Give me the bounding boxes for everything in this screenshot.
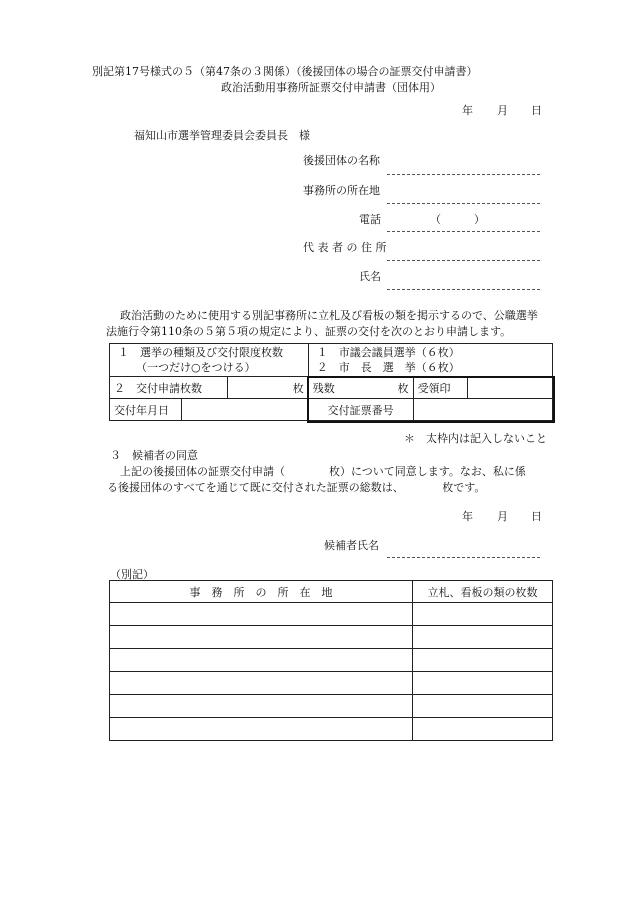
group-name-line[interactable] <box>387 174 540 175</box>
form-reference: 別記第17号様式の５（第47条の３関係）（後援団体の場合の証票交付申請書） <box>92 65 478 78</box>
appendix-address-cell[interactable] <box>110 718 413 741</box>
appendix-count-cell[interactable] <box>413 718 553 741</box>
body-text-line1: 政治活動のために使用する別記事務所に立札及び看板の類を掲示するので、公職選挙 <box>120 309 538 322</box>
appendix-address-cell[interactable] <box>110 649 413 672</box>
date-day-label: 日 <box>531 104 542 117</box>
certificate-number-field <box>413 399 552 421</box>
appendix-count-cell[interactable] <box>413 649 553 672</box>
election-option-2[interactable]: ２ 市 長 選 挙（６枚） <box>316 361 460 374</box>
date-year-label: 年 <box>462 104 473 117</box>
body-text-line2: 法施行令第110条の５第５項の規定により、証票の交付を次のとおり申請します。 <box>106 325 512 338</box>
consent-date-day: 日 <box>531 510 542 523</box>
receipt-stamp-field <box>468 377 553 399</box>
consent-text-line2: る後援団体のすべてを通じて既に交付された証票の総数は、 枚です。 <box>107 481 486 494</box>
election-type-label: １ 選挙の種類及び交付限度枚数 <box>118 346 283 359</box>
election-type-cell <box>110 344 309 377</box>
office-address-label: 事務所の所在地 <box>303 184 380 197</box>
application-table <box>109 343 553 421</box>
election-options-cell[interactable] <box>308 344 552 377</box>
appendix-col-address: 事 務 所 の 所 在 地 <box>110 581 413 603</box>
rep-address-label: 代 表 者 の 住 所 <box>303 241 387 254</box>
candidate-name-label: 候補者氏名 <box>324 539 379 552</box>
issue-date-label: 交付年月日 <box>110 399 182 421</box>
office-address-line[interactable] <box>387 203 540 204</box>
appendix-address-cell[interactable] <box>110 672 413 695</box>
office-use-note: ＊ 太枠内は記入しないこと <box>404 432 547 445</box>
appendix-count-cell[interactable] <box>413 603 553 626</box>
group-name-label: 後援団体の名称 <box>303 154 380 167</box>
appendix-address-cell[interactable] <box>110 626 413 649</box>
consent-date-month: 月 <box>497 510 508 523</box>
remaining-label: 残数 <box>308 377 363 399</box>
remaining-unit: 枚 <box>363 377 413 399</box>
appendix-address-cell[interactable] <box>110 695 413 718</box>
form-title: 政治活動用事務所証票交付申請書（団体用） <box>221 81 441 94</box>
issue-date-field <box>181 399 308 421</box>
phone-label: 電話 <box>359 213 381 226</box>
request-count-label: ２ 交付申請枚数 <box>110 377 228 399</box>
appendix-address-cell[interactable] <box>110 603 413 626</box>
addressee: 福知山市選挙管理委員会委員長 様 <box>134 129 310 142</box>
election-type-note: （一つだけ○をつける） <box>136 361 256 374</box>
consent-text-line1: 上記の後援団体の証票交付申請（ 枚）について同意します。なお、私に係 <box>120 465 526 478</box>
rep-address-line[interactable] <box>387 260 540 261</box>
receipt-stamp-label: 受領印 <box>413 377 468 399</box>
phone-parenthesis: （ ） <box>430 213 485 226</box>
appendix-label: （別記） <box>110 568 154 581</box>
consent-date-year: 年 <box>462 510 473 523</box>
appendix-count-cell[interactable] <box>413 695 553 718</box>
certificate-number-label: 交付証票番号 <box>308 399 413 421</box>
request-count-input[interactable] <box>227 377 308 399</box>
phone-line[interactable] <box>387 231 540 232</box>
appendix-table <box>109 580 553 741</box>
appendix-count-cell[interactable] <box>413 672 553 695</box>
appendix-col-count: 立札、看板の類の枚数 <box>413 581 553 603</box>
election-option-1[interactable]: １ 市議会議員選挙（６枚） <box>316 346 460 359</box>
candidate-name-line[interactable] <box>387 557 540 558</box>
date-month-label: 月 <box>497 104 508 117</box>
name-line[interactable] <box>387 289 540 290</box>
name-label: 氏名 <box>359 270 381 283</box>
request-count-unit: 枚 <box>292 381 304 395</box>
consent-heading: ３ 候補者の同意 <box>110 449 198 462</box>
appendix-count-cell[interactable] <box>413 626 553 649</box>
